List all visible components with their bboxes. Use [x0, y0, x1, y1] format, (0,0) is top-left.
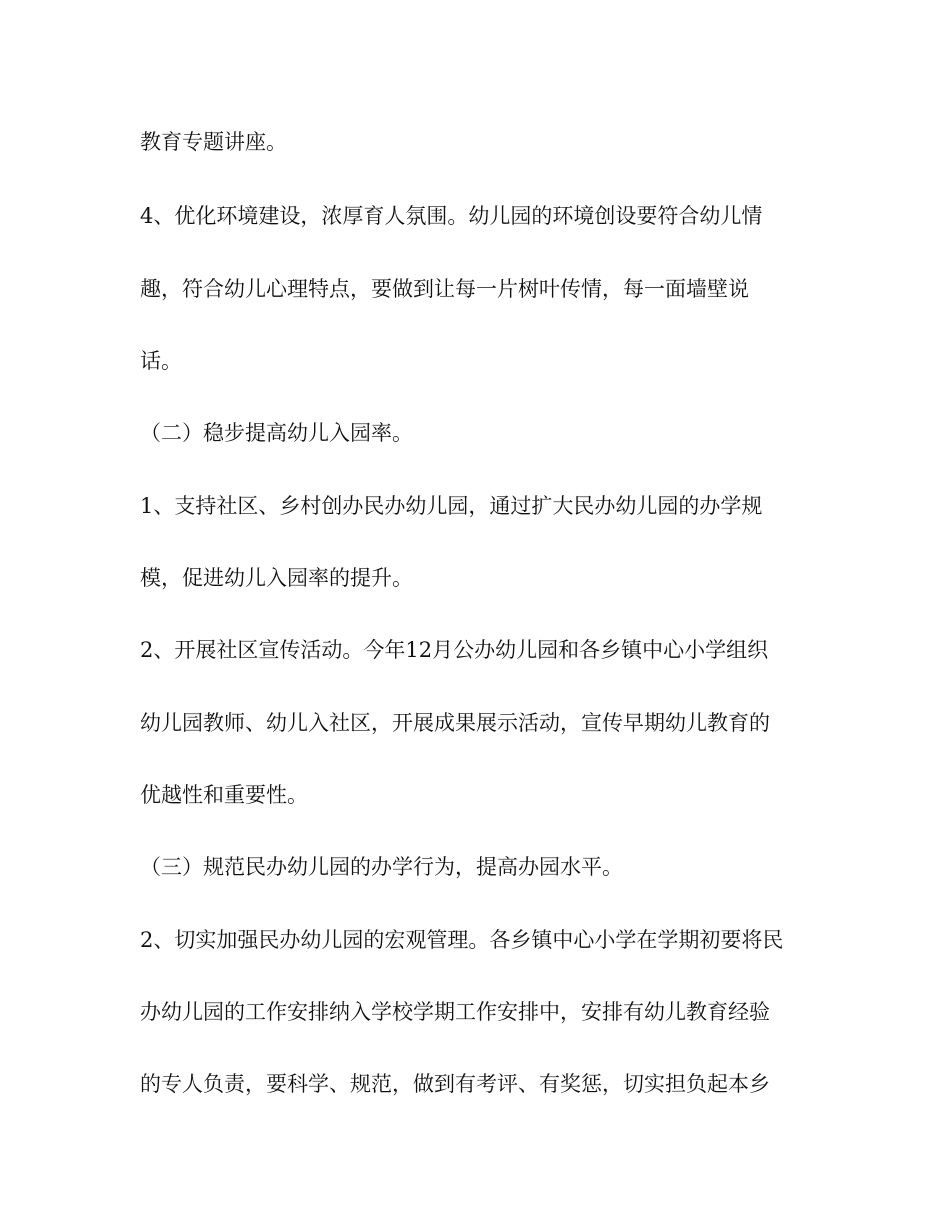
text-line: 教育专题讲座。: [140, 130, 287, 154]
text-line: 办幼儿园的工作安排纳入学校学期工作安排中，安排有幼儿教育经验: [140, 1000, 770, 1024]
text-line: 幼儿园教师、幼儿入社区，开展成果展示活动，宣传早期幼儿教育的: [140, 711, 770, 735]
section-heading: （二）稳步提高幼儿入园率。: [140, 421, 413, 445]
text-line: 话。: [140, 349, 182, 373]
text-line: 2、开展社区宣传活动。今年12月公办幼儿园和各乡镇中心小学组织: [140, 638, 769, 662]
text-line: 4、优化环境建设，浓厚育人氛围。幼儿园的环境创设要符合幼儿情: [140, 204, 763, 228]
text-line: 优越性和重要性。: [140, 783, 308, 807]
text-line: 趣，符合幼儿心理特点，要做到让每一片树叶传情，每一面墙壁说: [140, 277, 749, 301]
text-line: 2、切实加强民办幼儿园的宏观管理。各乡镇中心小学在学期初要将民: [140, 928, 784, 952]
text-line: 模，促进幼儿入园率的提升。: [140, 566, 413, 590]
text-line: 1、支持社区、乡村创办民办幼儿园，通过扩大民办幼儿园的办学规: [140, 494, 763, 518]
section-heading: （三）规范民办幼儿园的办学行为，提高办园水平。: [140, 855, 623, 879]
text-line: 的专人负责，要科学、规范，做到有考评、有奖惩，切实担负起本乡: [140, 1072, 770, 1096]
